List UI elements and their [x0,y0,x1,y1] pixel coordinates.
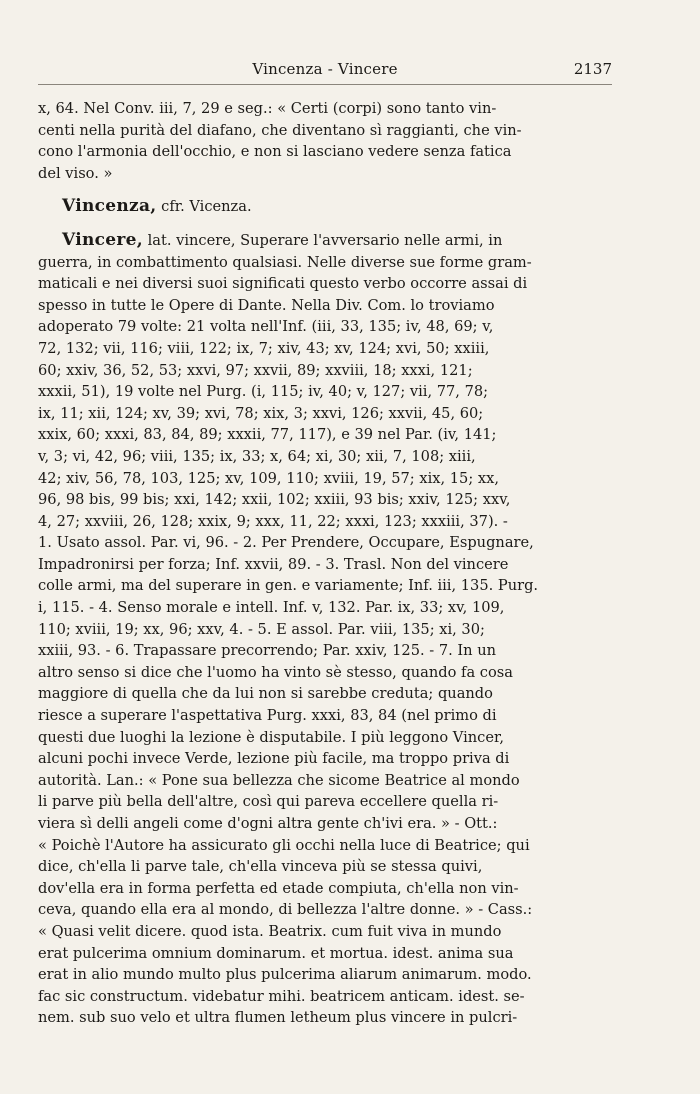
header-rule [38,84,612,85]
text-line: 72, 132; vii, 116; viii, 122; ix, 7; xiv, 43; xv, 124; xvi, 50; xxiii, [38,339,490,357]
headword: Vincenza, [62,196,157,217]
text-line: centi nella purità del diafano, che diventano sì raggianti, che vin- [38,121,522,139]
text-line: alcuni pochi invece Verde, lezione più facile, ma troppo priva di [38,750,510,768]
page-body [38,98,614,1029]
text-line: ix, 11; xii, 124; xv, 39; xvi, 78; xix, 3; xxvi, 126; xxvii, 45, 60; [38,404,484,422]
running-head: Vincenza - Vincere [252,60,398,78]
text-line: 4, 27; xxviii, 26, 128; xxix, 9; xxx, 11, 22; xxxi, 123; xxxiii, 37). - [38,512,508,530]
text-line: i, 115. - 4. Senso morale e intell. Inf. v, 132. Par. ix, 33; xv, 109, [38,599,505,617]
entry-text: lat. vincere, Superare l'avversario nelle armi, in [142,231,503,249]
text-line: x, 64. Nel Conv. iii, 7, 29 e seg.: « Certi (corpi) sono tanto vin- [38,100,497,117]
text-line: autorità. Lan.: « Pone sua bellezza che sicome Beatrice al mondo [38,771,520,789]
text-line: del viso. » [38,164,113,182]
text-line: xxxii, 51), 19 volte nel Purg. (i, 115; iv, 40; v, 127; vii, 77, 78; [38,383,489,401]
headword: Vincere, [62,229,143,250]
text-line: 96, 98 bis, 99 bis; xxi, 142; xxii, 102; xxiii, 93 bis; xxiv, 125; xxv, [38,491,511,509]
text-line: v, 3; vi, 42, 96; viii, 135; ix, 33; x, 64; xi, 30; xii, 7, 108; xiii, [38,447,476,465]
text-line: riesce a superare l'aspettativa Purg. xxxi, 83, 84 (nel primo di [38,707,497,725]
text-line: fac sic constructum. videbatur mihi. beatricem anticam. idest. se- [38,987,525,1005]
text-line: adoperato 79 volte: 21 volta nell'Inf. (iii, 33, 135; iv, 48, 69; v, [38,318,494,336]
page-header [38,60,612,82]
text-line: erat in alio mundo multo plus pulcerima aliarum animarum. modo. [38,966,532,984]
text-line: 60; xxiv, 36, 52, 53; xxvi, 97; xxvii, 89; xxviii, 18; xxxi, 121; [38,361,473,379]
text-line: cono l'armonia dell'occhio, e non si lasciano vedere senza fatica [38,143,512,161]
text-line: « Poichè l'Autore ha assicurato gli occhi nella luce di Beatrice; qui [38,836,530,854]
text-line: spesso in tutte le Opere di Dante. Nella Div. Com. lo troviamo [38,296,495,314]
text-line: dov'ella era in forma perfetta ed etade compiuta, ch'ella non vin- [38,879,519,897]
text-line: questi due luoghi la lezione è disputabile. I più leggono Vincer, [38,728,504,746]
text-line: altro senso si dice che l'uomo ha vinto sè stesso, quando fa cosa [38,663,513,681]
text-line: xxix, 60; xxxi, 83, 84, 89; xxxii, 77, 117), e 39 nel Par. (iv, 141; [38,426,497,444]
text-line: viera sì delli angeli come d'ogni altra gente ch'ivi era. » - Ott.: [38,815,498,832]
text-line: maggiore di quella che da lui non si sarebbe creduta; quando [38,685,493,703]
continuation-paragraph [38,98,614,184]
text-line: nem. sub suo velo et ultra flumen letheum plus vincere in pulcri- [38,1009,518,1027]
text-line: li parve più bella dell'altre, così qui pareva eccellere quella ri- [38,793,499,811]
text-line: 42; xiv, 56, 78, 103, 125; xv, 109, 110; xviii, 19, 57; xix, 15; xx, [38,469,499,487]
text-line: ceva, quando ella era al mondo, di bellezza l'altre donne. » - Cass.: [38,901,533,919]
text-line: 1. Usato assol. Par. vi, 96. - 2. Per Prendere, Occupare, Espugnare, [38,534,534,552]
text-line: xxiii, 93. - 6. Trapassare precorrendo; Par. xxiv, 125. - 7. In un [38,642,496,660]
text-line: erat pulcerima omnium dominarum. et mortua. idest. anima sua [38,944,514,962]
text-line: guerra, in combattimento qualsiasi. Nelle diverse sue forme gram- [38,253,532,271]
text-line: Impadronirsi per forza; Inf. xxvii, 89. - 3. Trasl. Non del vincere [38,555,509,573]
entry-vincere [38,230,614,1029]
text-line: maticali e nei diversi suoi significati questo verbo occorre assai di [38,275,528,293]
text-line: 110; xviii, 19; xx, 96; xxv, 4. - 5. E assol. Par. viii, 135; xi, 30; [38,620,485,638]
page-number: 2137 [573,60,612,78]
text-line: « Quasi velit dicere. quod ista. Beatrix. cum fuit viva in mundo [38,922,502,940]
text-line: colle armi, ma del superare in gen. e variamente; Inf. iii, 135. Purg. [38,577,539,595]
text-line [38,230,614,252]
entry-text: cfr. Vicenza. [156,198,252,216]
entry-vincenza [38,196,614,218]
text-line: dice, ch'ella li parve tale, ch'ella vinceva più se stessa quivi, [38,858,483,876]
